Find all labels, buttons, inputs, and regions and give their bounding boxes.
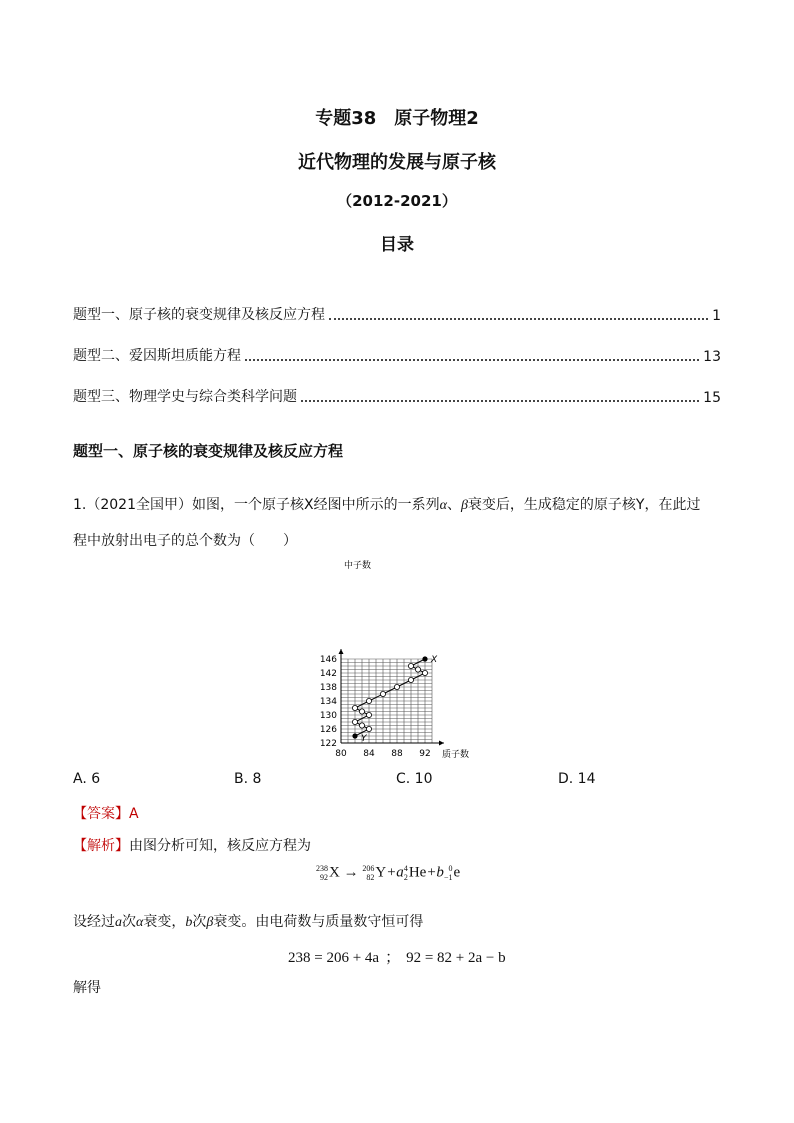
toc-label: 题型一、原子核的衰变规律及核反应方程 [73, 307, 325, 323]
data-point [422, 670, 427, 675]
data-point [359, 709, 364, 714]
toc-label: 题型二、爱因斯坦质能方程 [73, 348, 241, 364]
page-title: 专题38 原子物理2 [315, 108, 479, 129]
text: 次 [192, 914, 207, 930]
y-tick-label: 122 [319, 739, 337, 749]
toc-heading: 目录 [380, 235, 414, 255]
x-tick-label: 80 [335, 749, 347, 759]
y-tick-label: 138 [319, 683, 337, 693]
label-x: X [431, 655, 438, 665]
nuclide-chart [300, 556, 480, 766]
symbol: Y [375, 864, 387, 881]
data-point [366, 726, 371, 731]
y-axis-label: 中子数 [344, 561, 372, 571]
arrow: → [343, 864, 359, 881]
data-point [366, 698, 371, 703]
text: 衰变， [143, 914, 186, 930]
data-point [359, 723, 364, 728]
nuclide-electron [444, 864, 460, 882]
charge-number: 82 [366, 873, 375, 882]
plus-b: +b [426, 864, 444, 881]
answer [73, 803, 139, 823]
symbol: He [408, 864, 427, 881]
answer-tag: 【答案】 [73, 806, 129, 822]
data-point [366, 712, 371, 717]
data-point [408, 663, 413, 668]
data-point [352, 719, 357, 724]
symbol: X [329, 864, 340, 881]
y-tick-label: 146 [319, 655, 337, 665]
nuclide-y [362, 864, 386, 882]
alpha-symbol: α [439, 498, 447, 513]
text: 设经过 [73, 914, 115, 930]
separator: 、 [446, 497, 461, 513]
option-b[interactable]: B. 8 [234, 771, 262, 787]
y-tick-label: 134 [319, 697, 337, 707]
x-axis-label: 质子数 [442, 750, 470, 760]
text: 衰变。由电荷数与质量数守恒可得 [213, 914, 424, 930]
text: 次 [122, 914, 136, 930]
symbol: e [453, 864, 461, 881]
option-a[interactable]: A. 6 [73, 771, 101, 787]
solve-label: 解得 [73, 980, 101, 996]
conservation-equations [288, 946, 506, 967]
var-a: a [115, 915, 122, 930]
plus-a: +a [386, 864, 404, 881]
data-point [408, 677, 413, 682]
section-heading: 题型一、原子核的衰变规律及核反应方程 [73, 442, 344, 460]
toc-leader [301, 400, 699, 402]
reaction-equation [316, 864, 460, 882]
beta-symbol: β [206, 915, 214, 930]
data-point [415, 667, 420, 672]
var-b: b [185, 915, 193, 930]
toc-page: 13 [703, 349, 721, 365]
y-axis-arrow [339, 649, 344, 654]
nuclide-x [316, 864, 340, 882]
toc-leader [329, 318, 708, 320]
separator: ； [385, 950, 401, 966]
answer-value: A [129, 806, 139, 822]
analysis-text: 由图分析可知，核反应方程为 [129, 838, 311, 854]
data-point [380, 691, 385, 696]
question-source: 1.（2021全国甲）如图，一个原子核X经图中所示的一系列 [73, 497, 440, 513]
question-line-2: 程中放射出电子的总个数为（ ） [73, 533, 297, 549]
charge-number: 92 [320, 873, 328, 882]
y-tick-label: 126 [319, 725, 337, 735]
x-tick-label: 92 [419, 749, 431, 759]
toc-leader [245, 359, 699, 361]
x-tick-label: 84 [363, 749, 375, 759]
x-axis-arrow [439, 741, 444, 746]
mass-number: 206 [362, 864, 375, 873]
toc-page: 15 [703, 390, 721, 406]
y-tick-label: 142 [319, 669, 337, 679]
charge-equation: 92 = 82 + 2a − b [406, 950, 506, 966]
label-y: Y [361, 734, 367, 744]
mass-number: 4 [403, 864, 408, 873]
charge-number: −1 [443, 873, 453, 882]
mass-number: 238 [316, 864, 328, 873]
alpha-symbol: α [136, 915, 144, 930]
question-line1-end: 衰变后，生成稳定的原子核Y，在此过 [467, 497, 701, 513]
endpoint-marker [353, 734, 357, 738]
y-tick-label: 130 [319, 711, 337, 721]
toc-label: 题型三、物理学史与综合类科学问题 [73, 389, 297, 405]
data-point [352, 705, 357, 710]
option-d[interactable]: D. 14 [558, 771, 596, 787]
beta-symbol: β [460, 498, 468, 513]
toc-page: 1 [712, 308, 721, 324]
toc-entry-1[interactable] [73, 304, 721, 324]
analysis-tag: 【解析】 [73, 838, 129, 854]
analysis-intro [73, 835, 311, 855]
toc-entry-2[interactable] [73, 345, 721, 365]
analysis-line-2 [73, 911, 423, 931]
page-subtitle: 近代物理的发展与原子核 [298, 152, 496, 173]
mass-equation: 238 = 206 + 4a [288, 950, 380, 966]
charge-number: 2 [403, 873, 408, 882]
x-tick-label: 88 [391, 749, 403, 759]
mass-number: 0 [448, 864, 453, 873]
year-range: （2012-2021） [337, 192, 457, 210]
nuclide-he [404, 864, 427, 882]
endpoint-marker [423, 657, 427, 661]
data-point [394, 684, 399, 689]
toc-entry-3[interactable] [73, 386, 721, 406]
question-line-1 [73, 494, 700, 514]
option-c[interactable]: C. 10 [396, 771, 433, 787]
